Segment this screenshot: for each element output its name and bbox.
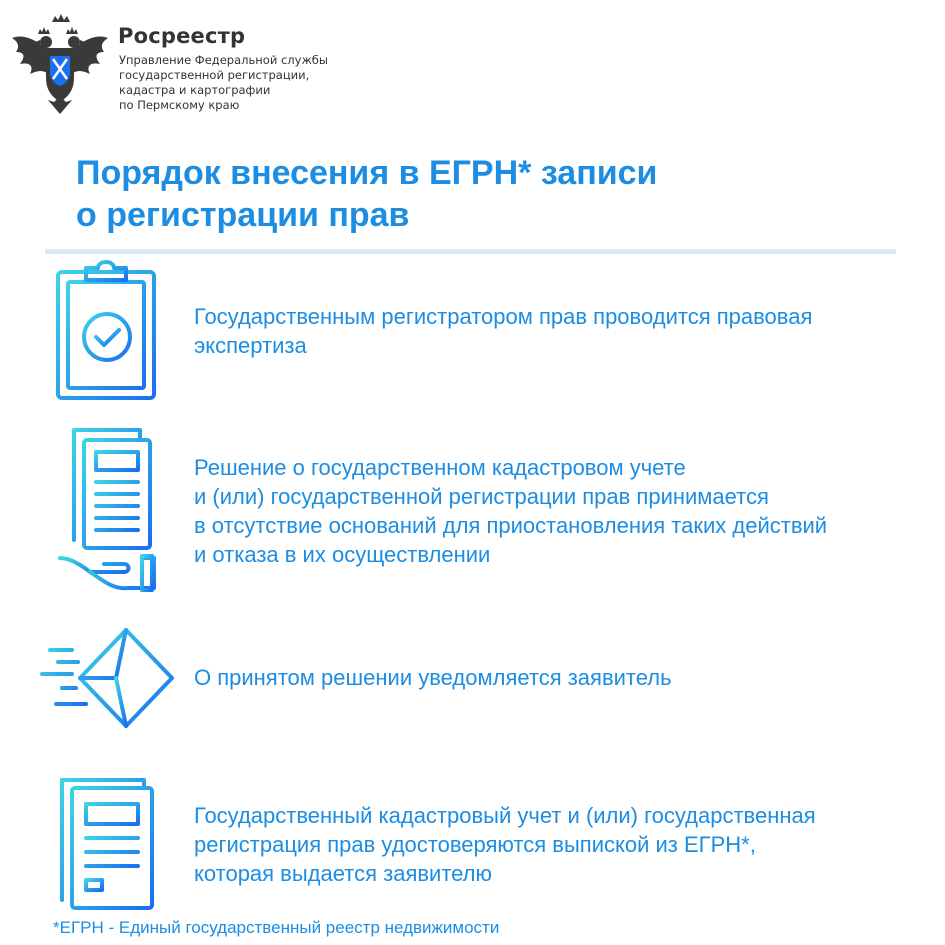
step-text-line: регистрация прав удостоверяются выпиской из ЕГРН*,: [194, 832, 756, 857]
step-text-line: которая выдается заявителю: [194, 861, 492, 886]
org-description-line: Управление Федеральной службы: [119, 53, 328, 67]
document-in-hand-icon: [54, 426, 164, 596]
org-description: [119, 53, 328, 113]
step-text-line: Решение о государственном кадастровом учете: [194, 455, 686, 480]
footnote: *ЕГРН - Единый государственный реестр недвижимости: [53, 918, 500, 937]
rosreestr-eagle-logo: [8, 8, 112, 116]
org-name: Росреестр: [118, 24, 246, 48]
step-text-line: Государственным регистратором прав проводится правовая: [194, 304, 813, 329]
step-text: [194, 453, 827, 569]
page-title-line: о регистрации прав: [76, 196, 410, 234]
step-text-line: и отказа в их осуществлении: [194, 542, 491, 567]
step-text-line: в отсутствие оснований для приостановления таких действий: [194, 513, 828, 538]
step-text: [194, 663, 672, 692]
step-text: [194, 801, 816, 888]
title-divider: [45, 249, 896, 254]
documents-icon: [56, 776, 160, 912]
org-description-line: государственной регистрации,: [119, 68, 310, 82]
step-text-line: и (или) государственной регистрации прав принимается: [194, 484, 769, 509]
step-text-line: экспертиза: [194, 333, 307, 358]
org-description-line: по Пермскому краю: [119, 98, 240, 112]
envelope-send-icon: [38, 624, 178, 734]
org-description-line: кадастра и картографии: [119, 83, 271, 97]
step-text-line: Государственный кадастровый учет и (или) государственная: [194, 803, 816, 828]
step-text-line: О принятом решении уведомляется заявитель: [194, 665, 672, 690]
page-title-line: Порядок внесения в ЕГРН* записи: [76, 154, 658, 192]
clipboard-check-icon: [52, 258, 162, 404]
page-title: [76, 152, 657, 236]
step-text: [194, 302, 812, 360]
